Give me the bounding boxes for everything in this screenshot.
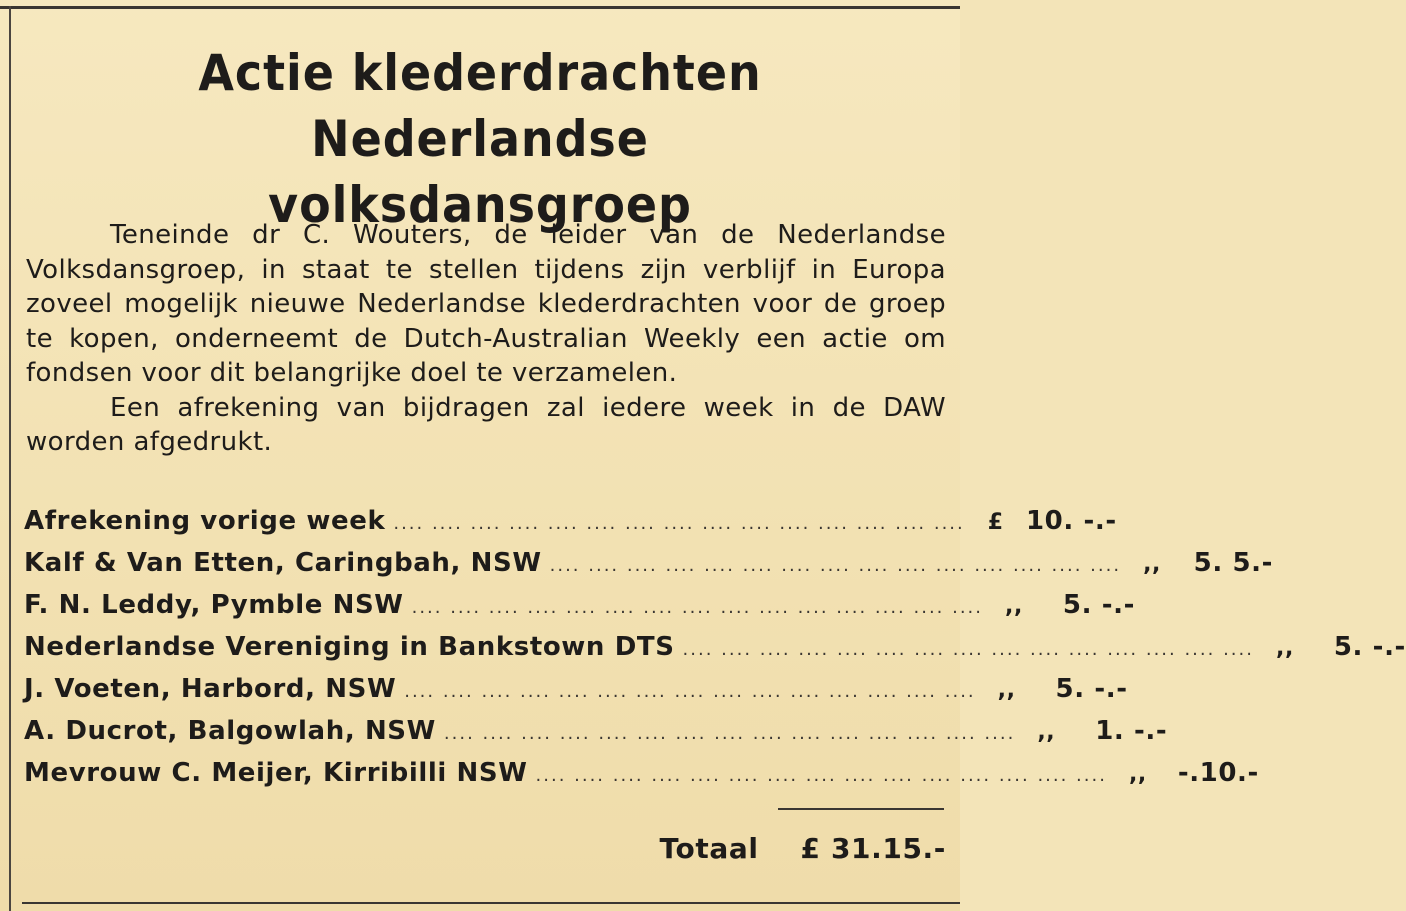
contribution-amount: 5. 5.- <box>1193 548 1274 578</box>
contributor-name: F. N. Leddy, Pymble NSW <box>24 590 404 620</box>
bottom-border-rule <box>22 902 960 904</box>
left-border-rule <box>9 6 11 911</box>
dot-leader: .... .... .... .... .... .... .... .... .... .... .... .... .... .... .... <box>682 639 1254 660</box>
currency-mark: ,, <box>1037 720 1056 745</box>
dot-leader: .... .... .... .... .... .... .... .... .... .... .... .... .... .... .... <box>393 513 965 534</box>
total-label: Totaal <box>659 832 759 865</box>
list-item <box>24 548 1274 590</box>
contribution-amount: -.10.- <box>1177 758 1259 788</box>
currency-mark: ,, <box>997 678 1016 703</box>
top-border-rule <box>0 6 960 9</box>
contributor-name: J. Voeten, Harbord, NSW <box>24 674 397 704</box>
contributor-name: Nederlandse Vereniging in Bankstown DTS <box>24 632 675 662</box>
paragraph-intro: Teneinde dr C. Wouters, de leider van de Nederlandse Volksdansgroep, in staat te stellen tijdens zijn verblijf in Europa zoveel mogelijk nieuwe Nederlandse klederdrachten voor de groep te kopen, onderneemt de Dutch-Australian Weekly een actie om fondsen voor dit belangrijke doel te verzamelen. <box>26 220 946 388</box>
headline <box>57 40 903 238</box>
contributions-list <box>24 506 1406 800</box>
list-item <box>24 632 1406 674</box>
total-line <box>560 832 946 865</box>
dot-leader: .... .... .... .... .... .... .... .... .... .... .... .... .... .... .... <box>411 597 983 618</box>
dot-leader: .... .... .... .... .... .... .... .... .... .... .... .... .... .... .... <box>443 723 1016 744</box>
contribution-amount: 5. -.- <box>1062 590 1135 620</box>
list-item <box>24 506 1117 548</box>
list-item <box>24 674 1128 716</box>
currency-mark: ,, <box>1128 762 1147 787</box>
contribution-amount: 5. -.- <box>1055 674 1128 704</box>
total-amount: £ 31.15.- <box>800 832 946 865</box>
dot-leader: .... .... .... .... .... .... .... .... .... .... .... .... .... .... .... <box>404 681 976 702</box>
paragraph-accounting: Een afrekening van bijdragen zal iedere week in de DAW worden afgedrukt. <box>26 392 946 457</box>
dot-leader: .... .... .... .... .... .... .... .... .... .... .... .... .... .... .... <box>549 555 1122 576</box>
contribution-amount: 5. -.- <box>1333 632 1406 662</box>
contribution-amount: 10. -.- <box>1025 506 1117 536</box>
currency-mark: £ <box>987 510 1004 535</box>
list-item <box>24 758 1259 800</box>
headline-line-1: Actie klederdrachten Nederlandse <box>198 44 762 168</box>
headline-line-2: volksdansgroep <box>268 176 692 234</box>
currency-mark: ,, <box>1005 594 1023 619</box>
contributor-name: Mevrouw C. Meijer, Kirribilli NSW <box>24 758 528 788</box>
sum-rule <box>778 808 944 810</box>
contributor-name: Kalf & Van Etten, Caringbah, NSW <box>24 548 542 578</box>
article-body <box>26 218 946 460</box>
list-item <box>24 716 1168 758</box>
contributor-name: Afrekening vorige week <box>24 506 386 536</box>
contribution-amount: 1. -.- <box>1095 716 1168 746</box>
currency-mark: ,, <box>1275 636 1294 661</box>
contributor-name: A. Ducrot, Balgowlah, NSW <box>24 716 436 746</box>
dot-leader: .... .... .... .... .... .... .... .... .... .... .... .... .... .... .... <box>535 765 1107 786</box>
list-item <box>24 590 1135 632</box>
currency-mark: ,, <box>1143 552 1161 577</box>
